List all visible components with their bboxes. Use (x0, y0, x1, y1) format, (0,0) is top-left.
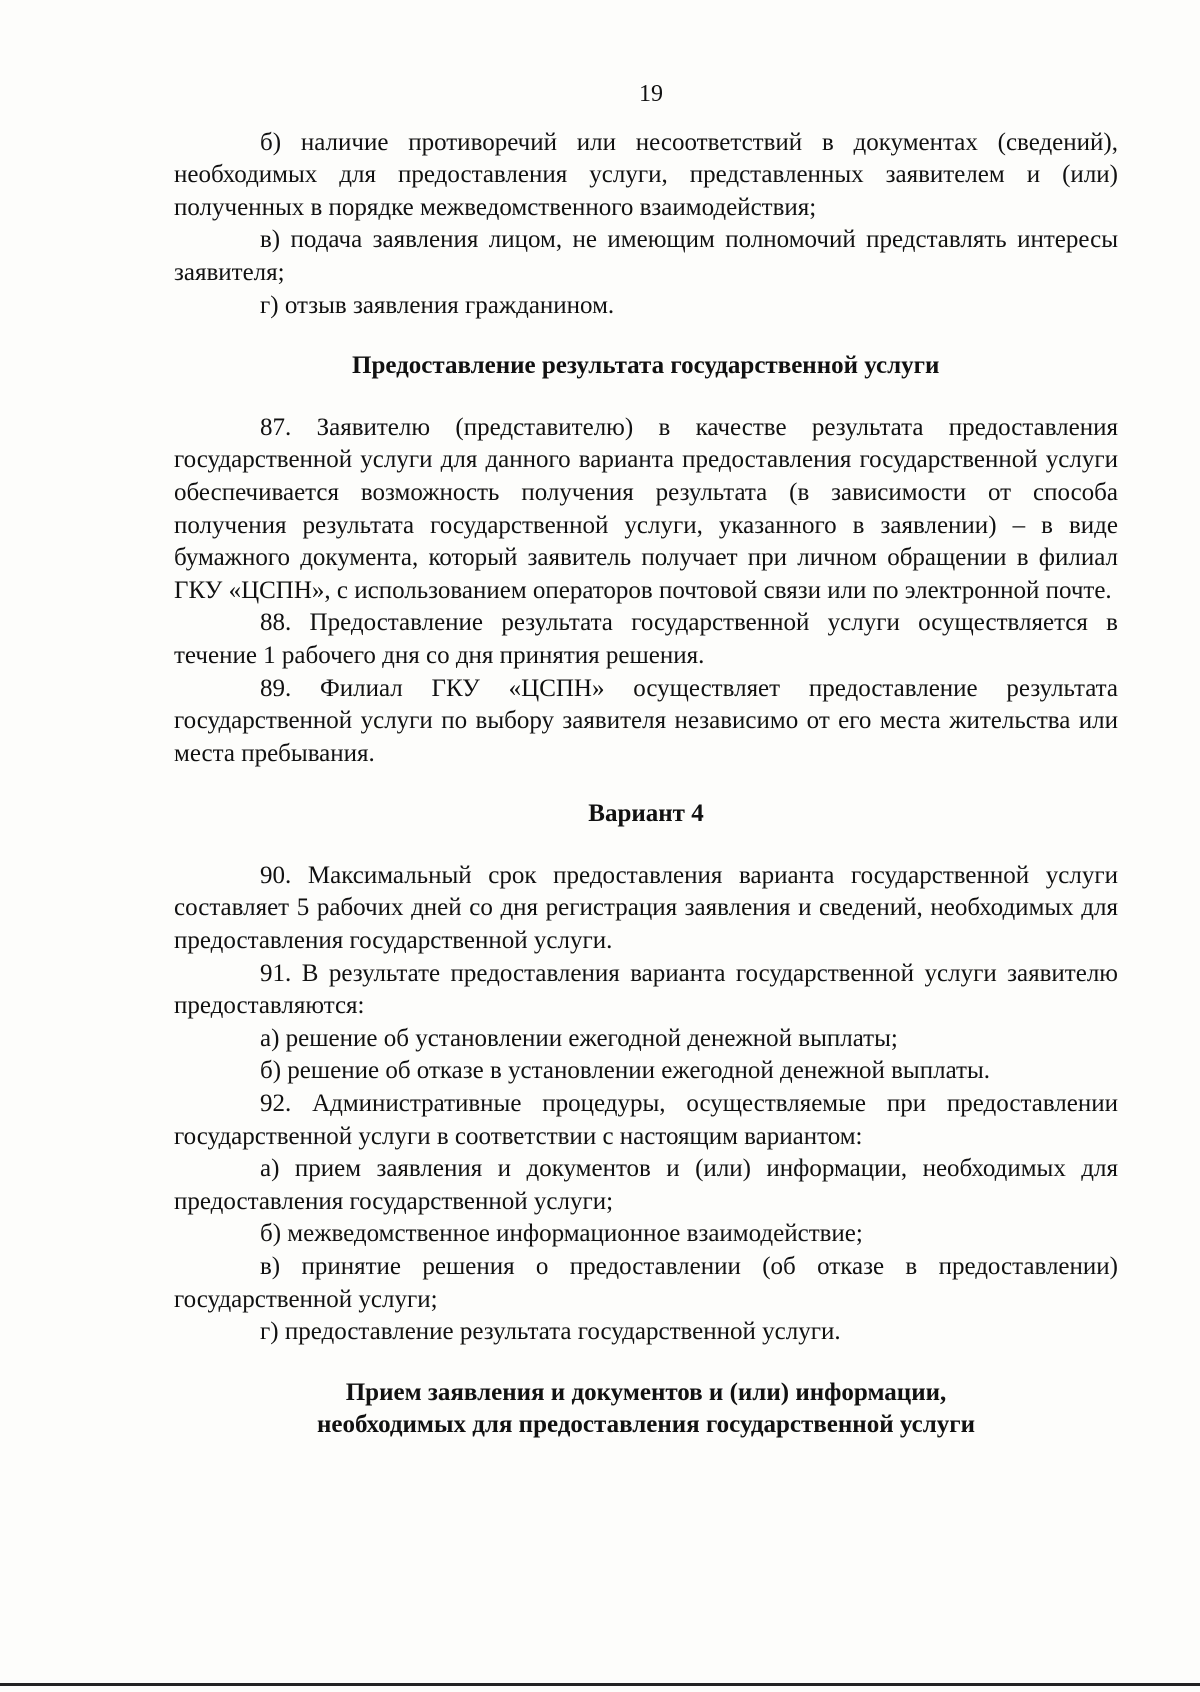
paragraph-88: 88. Предоставление результата государственной услуги осуществляется в течение 1 рабочего дня со дня принятия решения. (174, 609, 1118, 669)
paragraph-92-b: б) межведомственное информационное взаимодействие; (260, 1220, 863, 1248)
section-heading-reception-line-2: необходимых для предоставления государственной услуги (317, 1411, 975, 1439)
page-number: 19 (639, 81, 663, 107)
paragraph-92-a: а) прием заявления и документов и (или) информации, необходимых для предоставления государственной услуги; (174, 1155, 1118, 1215)
paragraph-92-c: в) принятие решения о предоставлении (об отказе в предоставлении) государственной услуги; (174, 1253, 1118, 1313)
paragraph-89: 89. Филиал ГКУ «ЦСПН» осуществляет предоставление результата государственной услуги по выбору заявителя независимо от его места жительства или места пребывания. (174, 674, 1118, 767)
paragraph-b: б) наличие противоречий или несоответствий в документах (сведений), необходимых для предоставления услуги, представленных заявителем и (или) полученных в порядке межведомственного взаимодействия; (174, 128, 1118, 221)
paragraph-91-a: а) решение об установлении ежегодной денежной выплаты; (260, 1024, 898, 1052)
paragraph-91-b: б) решение об отказе в установлении ежегодной денежной выплаты. (260, 1057, 991, 1085)
paragraph-v: в) подача заявления лицом, не имеющим полномочий представлять интересы заявителя; (174, 226, 1118, 286)
paragraph-92-d: г) предоставление результата государственной услуги. (260, 1318, 841, 1346)
paragraph-90: 90. Максимальный срок предоставления варианта государственной услуги составляет 5 рабочих дней со дня регистрация заявления и сведений, необходимых для предоставления государственной услуги. (174, 861, 1118, 955)
paragraph-92: 92. Административные процедуры, осуществляемые при предоставлении государственной услуги в соответствии с настоящим вариантом: (174, 1090, 1118, 1150)
paragraph-87: 87. Заявителю (представителю) в качестве результата предоставления государственной услуги для данного варианта предоставления государственной услуги обеспечивается возможность получения результата (в зависимости от способа получения результата государственной услуги, указанного в заявлении) – в виде бумажного документа, который заявитель получает при личном обращении в филиал ГКУ «ЦСПН», с использованием операторов почтовой связи или по электронной почте. (174, 413, 1118, 604)
section-heading-reception-line-1: Прием заявления и документов и (или) информации, (345, 1378, 947, 1406)
paragraph-g: г) отзыв заявления гражданином. (260, 291, 615, 319)
section-heading-variant-4: Вариант 4 (588, 800, 704, 828)
page-bottom-edge (0, 1683, 1200, 1686)
section-heading-result: Предоставление результата государственной услуги (352, 352, 940, 380)
paragraph-91: 91. В результате предоставления варианта государственной услуги заявителю предоставляются: (174, 959, 1118, 1020)
